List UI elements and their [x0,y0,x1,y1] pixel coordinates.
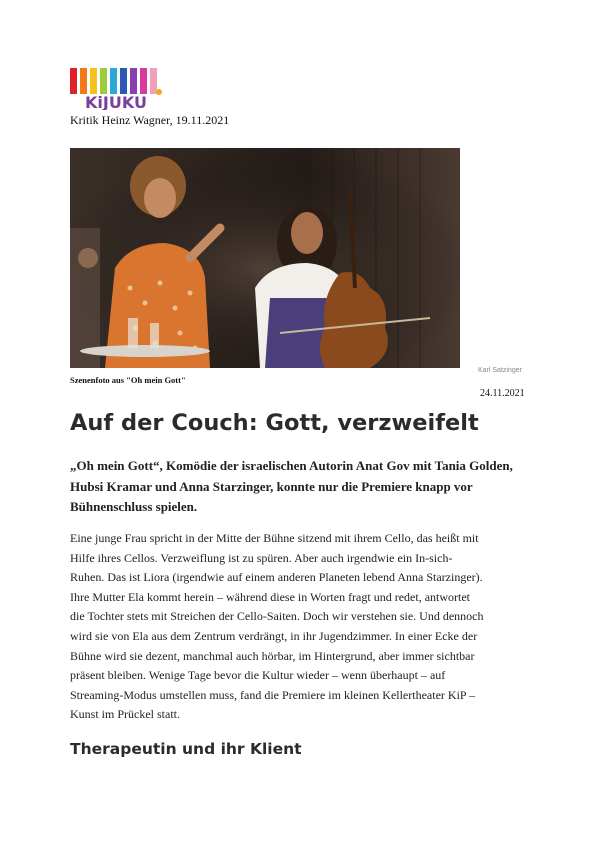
body-line: Kunst im Prückel statt. [70,707,180,722]
body-line: Ruhen. Das ist Liora (irgendwie auf einem anderen Planeten lebend Anna Starzinger). [70,570,483,585]
logo-wordmark: KiJUKU [85,93,147,110]
body-line: die Tochter stets mit Streichen der Cello-Saiten. Doch wir verstehen sie. Und dennoch [70,609,484,624]
logo-stripe [100,68,107,94]
logo-stripe [130,68,137,94]
logo-stripes [70,68,157,94]
section-heading: Therapeutin und ihr Klient [70,740,302,758]
body-line: Eine junge Frau spricht in der Mitte der Bühne sitzend mit ihrem Cello, das heißt mit [70,531,479,545]
body-line: Ihre Mutter Ela kommt herein – während diese in Worten fragt und redet, antwortet [70,589,471,604]
kijuku-logo [70,68,164,110]
body-line: präsent bleiben. Wenige Tage bevor die Kultur wieder – wenn überhaupt – auf [70,668,446,683]
logo-stripe [150,68,157,94]
logo-stripe [110,68,117,94]
headline: Auf der Couch: Gott, verzweifelt [70,410,479,436]
body-line: Bühne wird sie dezent, manchmal auch hörbar, im Hintergrund, aber immer sichtbar [70,648,475,663]
logo-stripe [140,68,147,94]
logo-stripe [120,68,127,94]
logo-stripe [90,68,97,94]
lead-paragraph: „Oh mein Gott“, Komödie der israelischen Autorin Anat Gov mit Tania Golden, Hubsi Kramar und Anna Starzinger, konnte nur die Premiere knapp vor Bühnenschluss spielen. [70,458,513,514]
byline: Kritik Heinz Wagner, 19.11.2021 [70,113,230,127]
scene-photo [70,148,460,368]
body-line: Hilfe ihres Cellos. Verzweiflung ist zu spüren. Aber auch irgendwie ein In-sich- [70,550,453,565]
photo-caption: Szenenfoto aus "Oh mein Gott" [70,375,186,385]
article-date: 24.11.2021 [480,388,525,399]
photo-credit: Karl Satzinger [478,367,522,374]
body-line: wird sie von Ela aus dem Zentrum verdrängt, in ihr Jugendzimmer. In einer Ecke der [70,628,478,643]
logo-stripe [80,68,87,94]
logo-stripe [70,68,77,94]
body-line: Streaming-Modus umstellen muss, fand die Premiere im kleinen Kellertheater KiP – [70,687,476,702]
kijuku-logo-graphic [70,68,164,110]
logo-star-icon [156,89,162,95]
body-paragraph [70,529,530,725]
